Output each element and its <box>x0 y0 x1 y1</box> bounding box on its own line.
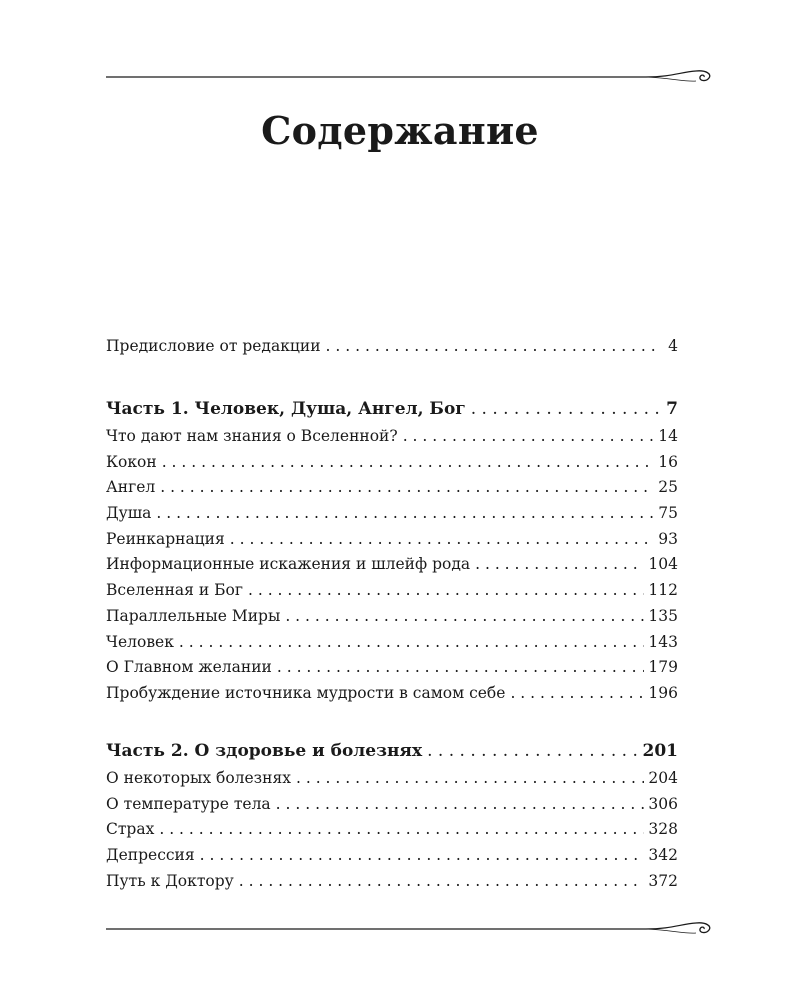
dot-leader <box>285 604 644 630</box>
toc-entry-page: 104 <box>648 555 678 574</box>
toc-entry[interactable] <box>106 792 678 818</box>
toc-entry[interactable] <box>106 334 678 360</box>
toc-entry-title: Что дают нам знания о Вселенной? <box>106 427 398 445</box>
toc-entry-title: Параллельные Миры <box>106 606 281 625</box>
toc-entry[interactable] <box>106 843 678 869</box>
dot-leader <box>162 450 655 476</box>
toc-entry-title: Пробуждение источника мудрости в самом себе <box>106 683 506 702</box>
toc-entry[interactable] <box>106 501 678 527</box>
part-heading-page: 201 <box>642 741 678 761</box>
dot-leader <box>239 869 645 895</box>
top-ornamental-rule <box>106 62 718 92</box>
toc-entry-title: Душа <box>106 504 152 523</box>
toc-entry-page: 306 <box>648 794 678 813</box>
dot-leader <box>160 475 654 501</box>
toc-entry[interactable] <box>106 766 678 792</box>
toc-entry-page: 25 <box>658 478 678 497</box>
toc-entry-page: 179 <box>648 658 678 677</box>
dot-leader <box>475 552 644 578</box>
part-heading[interactable] <box>106 736 678 766</box>
toc-entry-title: О Главном желании <box>106 658 272 677</box>
dot-leader <box>200 843 645 869</box>
toc-entry[interactable] <box>106 604 678 630</box>
dot-leader <box>427 736 638 766</box>
toc-part-1 <box>106 394 678 707</box>
toc-entry[interactable] <box>106 527 678 553</box>
part-heading-title: Часть 2. О здоровье и болезнях <box>106 741 423 761</box>
toc-entry-page: 372 <box>648 871 678 890</box>
toc-entry-page: 14 <box>658 427 678 445</box>
toc-entry-title: Депрессия <box>106 846 195 865</box>
toc-entry[interactable] <box>106 424 678 450</box>
toc-entry[interactable] <box>106 681 678 707</box>
toc-entry-title: Ангел <box>106 478 156 497</box>
bottom-ornamental-rule <box>106 914 718 944</box>
dot-leader <box>156 501 654 527</box>
dot-leader <box>296 766 644 792</box>
part-heading-title: Часть 1. Человек, Душа, Ангел, Бог <box>106 399 466 419</box>
dot-leader <box>159 817 644 843</box>
toc-entry-page: 112 <box>648 581 678 600</box>
dot-leader <box>326 334 660 360</box>
toc-entry-title: Страх <box>106 820 155 839</box>
toc-entry-page: 204 <box>648 769 678 787</box>
toc-entry-title: Кокон <box>106 452 157 471</box>
dot-leader <box>276 792 645 818</box>
toc-entry-title: Вселенная и Бог <box>106 581 243 600</box>
toc-entry-page: 328 <box>648 820 678 839</box>
toc-entry-title: Путь к Доктору <box>106 871 234 890</box>
toc-entry-page: 143 <box>648 632 678 651</box>
part-heading[interactable] <box>106 394 678 424</box>
dot-leader <box>179 630 644 656</box>
toc-entry-page: 342 <box>648 846 678 865</box>
toc-entry-page: 16 <box>658 452 678 471</box>
toc-entry-title: Предисловие от редакции <box>106 337 321 355</box>
dot-leader <box>248 578 644 604</box>
dot-leader <box>230 527 655 553</box>
toc-entry-page: 135 <box>648 606 678 625</box>
toc-entry-title: Человек <box>106 632 174 651</box>
toc-entry[interactable] <box>106 817 678 843</box>
part-heading-page: 7 <box>666 399 678 419</box>
toc-entry-page: 196 <box>648 683 678 702</box>
toc-entry[interactable] <box>106 869 678 895</box>
toc-entry-page: 75 <box>658 504 678 523</box>
toc-entry-title: О температуре тела <box>106 794 271 813</box>
dot-leader <box>277 655 645 681</box>
page-title: Содержание <box>261 108 539 153</box>
toc-entry-title: Информационные искажения и шлейф рода <box>106 555 471 574</box>
dot-leader <box>403 424 655 450</box>
toc-entry-title: Реинкарнация <box>106 529 225 548</box>
toc-part-2 <box>106 736 678 894</box>
toc-entry[interactable] <box>106 450 678 476</box>
toc-entry[interactable] <box>106 578 678 604</box>
toc-entry[interactable] <box>106 552 678 578</box>
toc-entry[interactable] <box>106 475 678 501</box>
toc-entry[interactable] <box>106 655 678 681</box>
toc-entry-page: 4 <box>668 337 678 355</box>
toc-entry-page: 93 <box>658 529 678 548</box>
toc-entry[interactable] <box>106 630 678 656</box>
toc-preface <box>106 334 678 360</box>
toc-entry-title: О некоторых болезнях <box>106 769 291 787</box>
dot-leader <box>510 681 644 707</box>
dot-leader <box>471 394 660 424</box>
